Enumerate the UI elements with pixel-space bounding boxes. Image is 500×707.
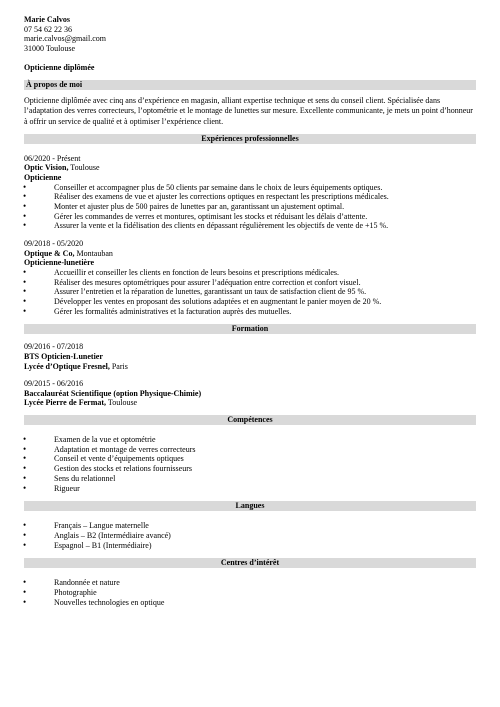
education-dates: 09/2015 - 06/2016: [24, 379, 84, 389]
school-name: Lycée d’Optique Fresnel,: [24, 361, 110, 371]
languages-list: [24, 521, 476, 550]
section-header-experience: Expériences professionnelles: [24, 134, 476, 144]
list-item: • Gérer les formalités administratives et la facturation auprès des mutuelles.: [24, 307, 476, 317]
list-item: • Conseil et vente d’équipements optiques: [24, 454, 476, 464]
list-item: • Accueillir et conseiller les clients en fonction de leurs besoins et prescriptions médicales.: [24, 268, 476, 278]
school-city: Paris: [109, 361, 128, 371]
job-employer: [24, 249, 476, 259]
section-header-skills: Compétences: [24, 415, 476, 425]
company-name: Optique & Co,: [24, 248, 75, 258]
about-text: Opticienne diplômée avec cinq ans d’expérience en magasin, alliant expertise technique et sens du conseil client. Spécialisée dans l’adaptation des verres correcteurs, l’optométrie et le montage de lunettes sur mesure. Excellente communicante, je mets un point d’honneur à offrir un service de qualité et à optimiser l’expérience client.: [24, 95, 473, 126]
list-item: • Photographie: [24, 588, 476, 598]
job-tasks-list: [24, 183, 476, 232]
degree-name: Baccalauréat Scientifique (option Physique-Chimie): [24, 388, 202, 398]
job-tasks-list: [24, 268, 476, 317]
job-role: Opticienne-lunetière: [24, 258, 95, 268]
education-entry: [24, 342, 476, 371]
job-employer: [24, 163, 476, 173]
job-entry: [24, 239, 476, 316]
school-name: Lycée Pierre de Fermat,: [24, 398, 107, 408]
interests-list: [24, 578, 476, 607]
school-line: [24, 398, 476, 408]
job-title: Opticienne diplômée: [24, 63, 95, 73]
list-item: • Français – Langue maternelle: [24, 521, 476, 531]
school-line: [24, 362, 476, 372]
section-header-education: Formation: [24, 324, 476, 334]
education-dates: 09/2016 - 07/2018: [24, 342, 84, 352]
skills-list: [24, 435, 476, 493]
list-item: • Assurer la vente et la fidélisation des clients en dépassant régulièrement les objectifs de vente de +15 %.: [24, 221, 476, 231]
school-city: Toulouse: [106, 398, 138, 408]
list-item: • Sens du relationnel: [24, 474, 476, 484]
list-item: • Monter et ajuster plus de 500 paires de lunettes par an, garantissant un ajustement optimal.: [24, 202, 476, 212]
list-item: • Espagnol – B1 (Intermédiaire): [24, 541, 476, 551]
job-dates: 09/2018 - 05/2020: [24, 239, 84, 249]
list-item: • Réaliser des mesures optométriques pour assurer l’adéquation entre correction et confort visuel.: [24, 278, 476, 288]
list-item: • Gérer les commandes de verres et montures, optimisant les stocks et réduisant les délais d’attente.: [24, 212, 476, 222]
job-role: Opticienne: [24, 173, 62, 183]
city: 31000 Toulouse: [24, 43, 76, 53]
degree-name: BTS Opticien-Lunetier: [24, 352, 103, 362]
list-item: • Rigueur: [24, 484, 476, 494]
email-address: marie.calvos@gmail.com: [24, 34, 107, 44]
company-name: Optic Vision,: [24, 163, 69, 173]
list-item: • Développer les ventes en proposant des solutions adaptées et en augmentant le panier moyen de 20 %.: [24, 297, 476, 307]
section-header-languages: Langues: [24, 501, 476, 511]
company-city: Montauban: [74, 248, 113, 258]
education-entry: [24, 379, 476, 408]
list-item: • Anglais – B2 (Intermédiaire avancé): [24, 531, 476, 541]
list-item: • Assurer l’entretien et la réparation de lunettes, garantissant un taux de satisfaction client de 95 %.: [24, 287, 476, 297]
section-header-interests: Centres d’intérêt: [24, 558, 476, 568]
list-item: • Examen de la vue et optométrie: [24, 435, 476, 445]
contact-block: [24, 15, 476, 53]
list-item: • Conseiller et accompagner plus de 50 clients par semaine dans le choix de leurs équipements optiques.: [24, 183, 476, 193]
list-item: • Nouvelles technologies en optique: [24, 598, 476, 608]
resume-page: [24, 15, 476, 607]
list-item: • Réaliser des examens de vue et ajuster les corrections optiques en respectant les prescriptions médicales.: [24, 192, 476, 202]
list-item: • Gestion des stocks et relations fournisseurs: [24, 464, 476, 474]
section-header-about: À propos de moi: [24, 80, 476, 90]
list-item: • Adaptation et montage de verres correcteurs: [24, 445, 476, 455]
job-entry: [24, 154, 476, 231]
company-city: Toulouse: [68, 163, 100, 173]
candidate-name: Marie Calvos: [24, 15, 70, 24]
job-dates: 06/2020 - Présent: [24, 153, 81, 163]
phone-number: 07 54 62 22 36: [24, 24, 72, 34]
list-item: • Randonnée et nature: [24, 578, 476, 588]
